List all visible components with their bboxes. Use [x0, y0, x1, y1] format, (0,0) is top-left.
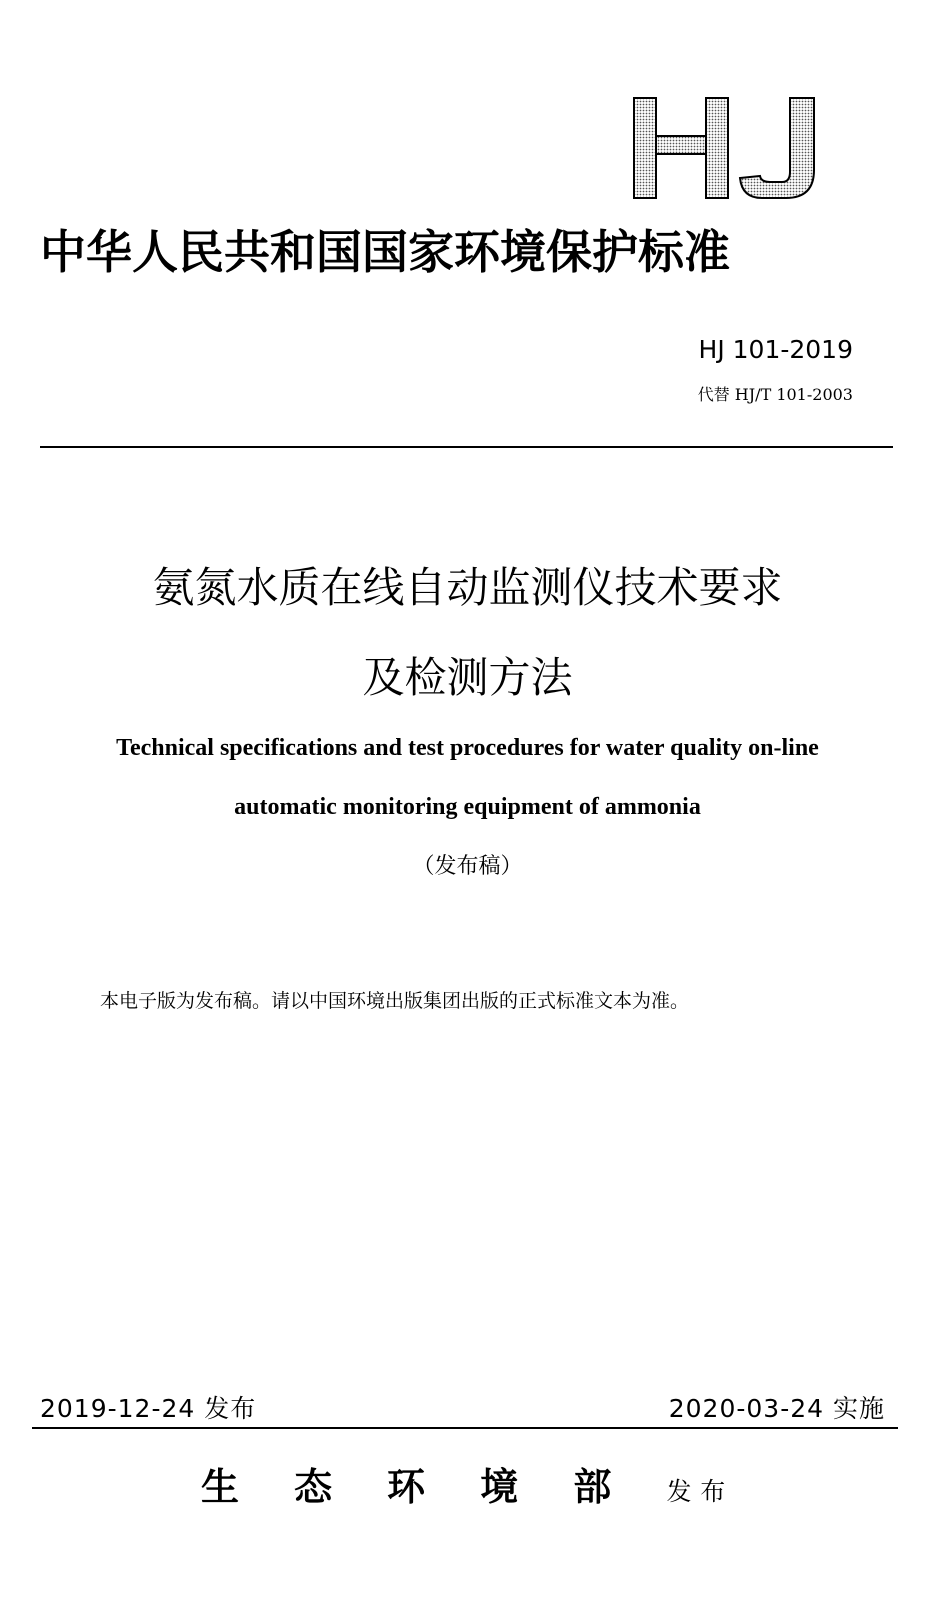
issue-date: 2019-12-24 发布: [40, 1394, 257, 1423]
replaces-standard: 代替 HJ/T 101-2003: [697, 385, 853, 404]
publisher-name: 生态环境部: [200, 1465, 667, 1509]
title-chinese-line-2: 及检测方法: [362, 653, 573, 702]
title-english-line-1: Technical specifications and test procedures for water quality on-line: [116, 735, 819, 761]
title-chinese-line-1: 氨氮水质在线自动监测仪技术要求: [152, 563, 783, 612]
issuing-organization: 中华人民共和国国家环境保护标准: [40, 225, 730, 279]
publisher-action: 发布: [666, 1477, 735, 1506]
title-english-line-2: automatic monitoring equipment of ammonia: [234, 794, 701, 820]
draft-label: （发布稿）: [412, 854, 523, 879]
publisher-line: [0, 1462, 935, 1512]
bottom-divider: [32, 1427, 898, 1429]
top-divider: [40, 446, 893, 448]
effective-date: 2020-03-24 实施: [668, 1394, 885, 1423]
hj-logo: [630, 94, 850, 204]
standard-number: HJ 101-2019: [698, 335, 853, 364]
edition-notice: 本电子版为发布稿。请以中国环境出版集团出版的正式标准文本为准。: [100, 990, 690, 1012]
